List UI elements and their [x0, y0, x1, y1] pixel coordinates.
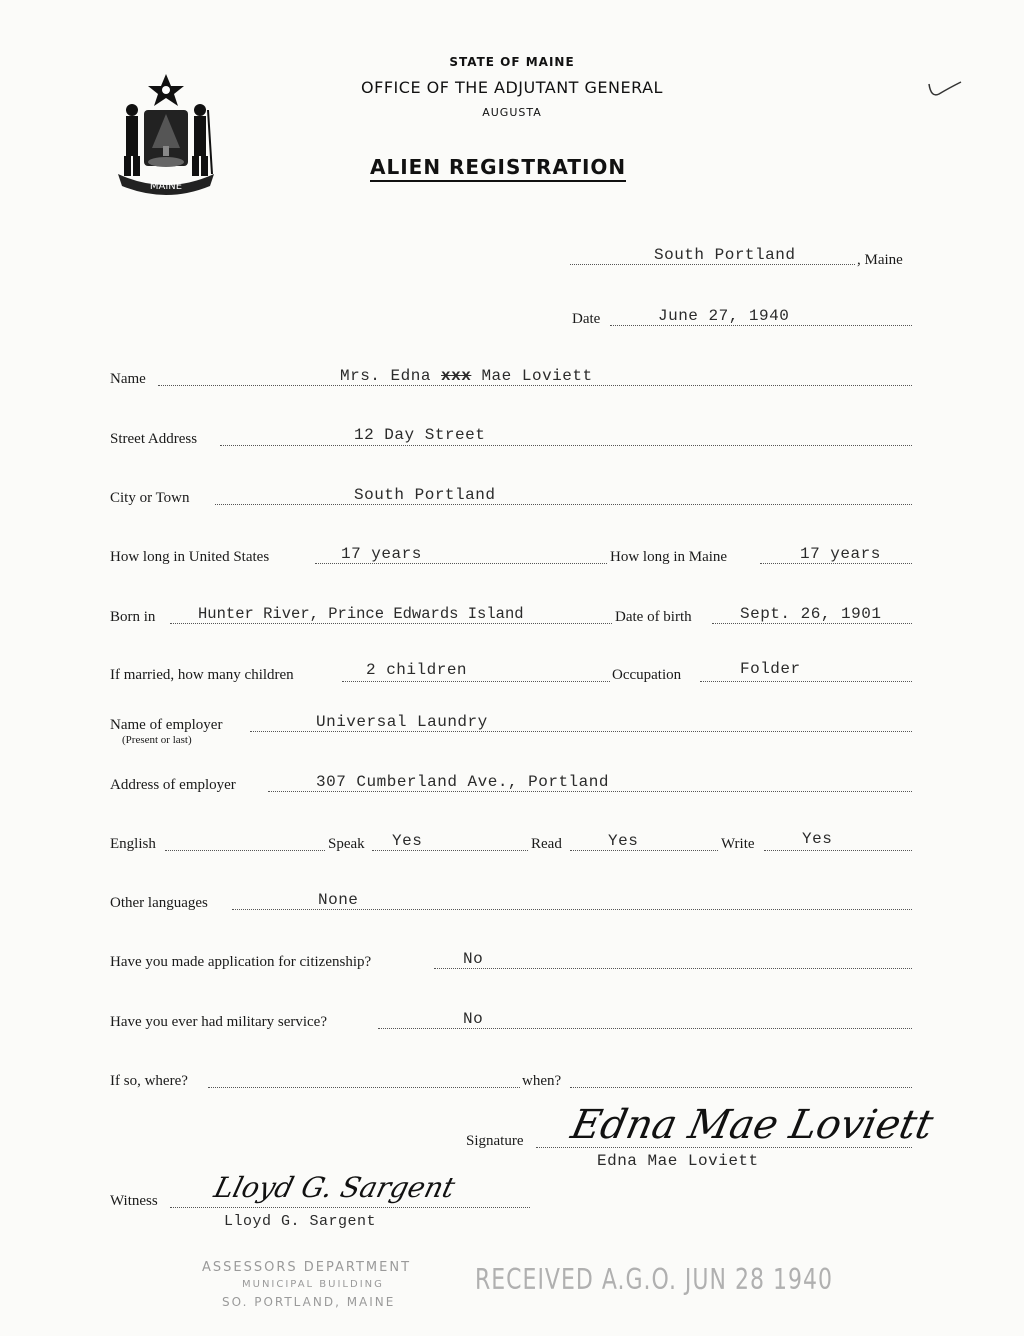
english-label: English [110, 836, 156, 852]
employer-label: Name of employer [110, 717, 223, 733]
form-title: ALIEN REGISTRATION [370, 155, 626, 182]
header-state: STATE OF MAINE [449, 55, 575, 69]
name-struck: xxx [441, 367, 472, 385]
signature-script: Edna Mae Loviett [567, 1102, 938, 1148]
occupation-label: Occupation [612, 667, 682, 683]
date-label: Date [572, 311, 601, 327]
us-duration-value: 17 years [341, 545, 422, 563]
employer-address-value: 307 Cumberland Ave., Portland [316, 773, 609, 791]
speak-label: Speak [328, 836, 365, 852]
street-label: Street Address [110, 431, 198, 447]
where-label: If so, where? [110, 1073, 188, 1089]
signature-typed: Edna Mae Loviett [597, 1152, 759, 1170]
assessors-stamp-line-2: MUNICIPAL BUILDING [242, 1279, 384, 1290]
occupation-value: Folder [740, 660, 801, 678]
other-languages-label: Other languages [110, 895, 208, 911]
name-suffix: Mae Loviett [481, 367, 593, 385]
city-value: South Portland [354, 486, 496, 504]
name-prefix: Mrs. Edna [340, 367, 431, 385]
born-in-value: Hunter River, Prince Edwards Island [198, 605, 524, 623]
name-label: Name [110, 371, 146, 387]
date-value: June 27, 1940 [658, 307, 790, 325]
speak-value: Yes [392, 832, 423, 850]
children-value: 2 children [366, 661, 468, 679]
signature-label: Signature [466, 1133, 524, 1149]
write-value: Yes [802, 830, 833, 848]
write-label: Write [721, 836, 755, 852]
witness-typed: Lloyd G. Sargent [224, 1213, 377, 1230]
military-value: No [463, 1010, 484, 1028]
maine-duration-label: How long in Maine [610, 549, 728, 565]
children-label: If married, how many children [110, 667, 294, 683]
born-in-label: Born in [110, 609, 156, 625]
citizenship-value: No [463, 950, 484, 968]
us-duration-label: How long in United States [110, 549, 270, 565]
header-city: AUGUSTA [482, 106, 542, 119]
other-languages-value: None [318, 891, 359, 909]
header-office: OFFICE OF THE ADJUTANT GENERAL [361, 78, 663, 97]
dob-value: Sept. 26, 1901 [740, 605, 882, 623]
assessors-stamp-line-3: SO. PORTLAND, MAINE [222, 1295, 396, 1309]
employer-address-label: Address of employer [110, 777, 236, 793]
employer-value: Universal Laundry [316, 713, 488, 731]
location-value: South Portland [654, 246, 796, 264]
witness-script: Lloyd G. Sargent [210, 1171, 459, 1204]
read-value: Yes [608, 832, 639, 850]
location-suffix: , Maine [857, 252, 903, 268]
military-label: Have you ever had military service? [110, 1014, 327, 1030]
city-label: City or Town [110, 490, 190, 506]
assessors-stamp-line-1: ASSESSORS DEPARTMENT [202, 1260, 412, 1275]
citizenship-label: Have you made application for citizenship? [110, 954, 372, 970]
employer-sublabel: (Present or last) [122, 734, 192, 746]
maine-duration-value: 17 years [800, 545, 881, 563]
street-value: 12 Day Street [354, 426, 486, 444]
when-label: when? [522, 1073, 562, 1089]
name-value [340, 367, 593, 385]
witness-label: Witness [110, 1193, 158, 1209]
dob-label: Date of birth [615, 609, 692, 625]
read-label: Read [531, 836, 562, 852]
check-mark-icon [925, 78, 965, 102]
seal-text: MAINE [149, 181, 183, 192]
received-stamp: RECEIVED A.G.O. JUN 28 1940 [475, 1264, 833, 1297]
